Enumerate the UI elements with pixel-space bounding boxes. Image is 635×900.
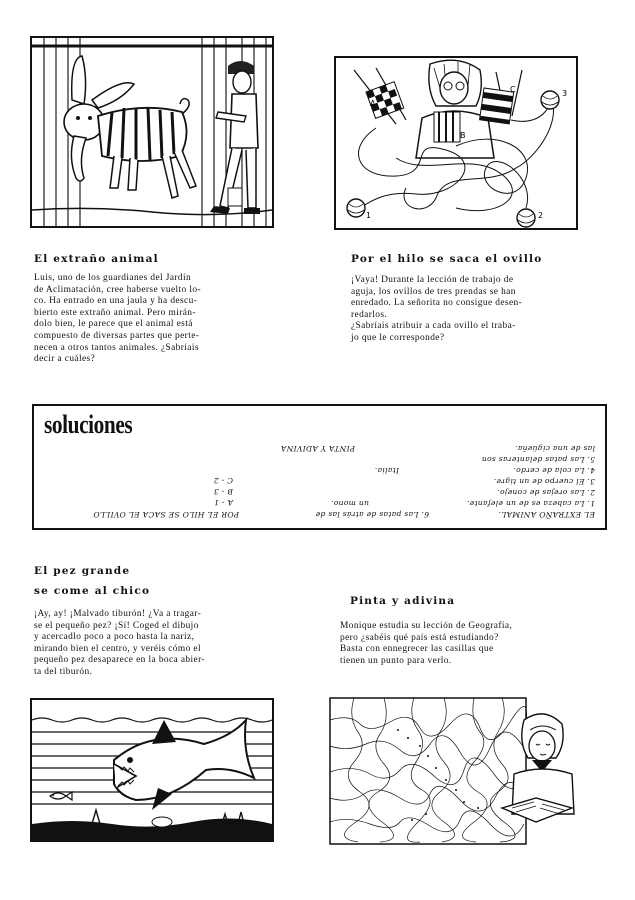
ovillo-line: enredado. La señorita no consigue desen-: [351, 298, 523, 309]
solutions-animal-item: 4. La cola de cerdo.: [513, 466, 595, 475]
pinta-line: pero ¿sabéis qué país está estudiando?: [340, 632, 499, 643]
solutions-animal-item: 1. La cabeza es de un elefante.: [466, 499, 595, 508]
solutions-ovillo-item: C - 2: [213, 476, 233, 485]
pez-line: mirando bien el centro, y veréis cómo el: [34, 643, 201, 654]
pinta-line: Monique estudia su lección de Geografía,: [340, 621, 513, 631]
solutions-animal: [467, 443, 595, 520]
animal-line: necen a otros tantos animales. ¿Sabríais: [34, 342, 199, 353]
shark-illustration: [30, 698, 274, 842]
label-c: C: [510, 85, 516, 94]
label-a: A: [370, 99, 376, 108]
animal-line: co. Ha entrado en una jaula y ha descu-: [34, 296, 198, 307]
animal-text: [34, 273, 274, 366]
dot-map-puzzle-drawing: [328, 690, 578, 850]
animal-line: de Aclimatación, cree haberse vuelto lo-: [34, 284, 201, 295]
animal-line: dolo bien, le parece que el animal está: [34, 319, 193, 330]
ovillo-title: Por el hilo se saca el ovillo: [351, 253, 543, 265]
solutions-ovillo-heading: POR EL HILO SE SACA EL OVILLO: [93, 510, 239, 519]
pinta-line: tienen un punto para verlo.: [340, 655, 452, 666]
label-b: B: [460, 131, 466, 140]
ovillo-line: aguja, los ovillos de tres prendas se han: [351, 286, 516, 297]
animal-line: decir a cuáles?: [34, 354, 96, 365]
label-3: 3: [562, 89, 568, 98]
animal-line: bierto este extraño animal. Pero mirán-: [34, 307, 196, 318]
pez-title-line2: se come al chico: [34, 585, 151, 597]
solutions-animal-six: [315, 498, 429, 520]
solutions-animal-item: 5. Las patas delanteras son: [481, 455, 595, 464]
solutions-inverted-text: [34, 406, 605, 528]
pez-line: y acercadlo poco a poco hasta la nariz,: [34, 632, 195, 643]
pinta-line: Basta con ennegrecer las casillas que: [340, 644, 494, 655]
solutions-ovillo-item: A - 1: [213, 498, 233, 507]
solutions-ovillo: [93, 509, 239, 520]
solutions-ovillo-item: B - 3: [213, 487, 233, 496]
ovillo-line: redarlos.: [351, 309, 388, 320]
knitting-illustration: [334, 56, 578, 230]
label-1: 1: [366, 211, 372, 220]
label-2: 2: [538, 211, 544, 220]
ovillo-line: ¿Sabríais atribuir a cada ovillo el traba-: [351, 321, 516, 332]
solutions-pinta-heading: PINTA Y ADIVINA: [280, 444, 355, 453]
pez-line: se el pequeño pez? ¡Sí! Coged el dibujo: [34, 620, 199, 631]
ovillo-line: ¡Vaya! Durante la lección de trabajo de: [351, 275, 514, 285]
solutions-pinta: [281, 443, 355, 454]
ovillo-text: [351, 275, 591, 345]
solutions-animal-heading: EL EXTRAÑO ANIMAL.: [498, 510, 595, 519]
pez-line: pequeño pez desaparece en la boca abier-: [34, 655, 205, 666]
pez-line: ¡Ay, ay! ¡Malvado tiburón! ¿Va a tragar-: [34, 609, 202, 619]
map-illustration: [328, 690, 578, 850]
pez-text: [34, 609, 274, 679]
animal-title: El extraño animal: [34, 253, 159, 265]
animal-line: Luis, uno de los guardianes del Jardín: [34, 273, 192, 283]
solutions-pinta-answer: Italia.: [374, 466, 399, 475]
shark-drawing: [32, 700, 272, 840]
solutions-animal-item: las de una cigüeña.: [514, 444, 595, 453]
animal-line: compuesto de diversas partes que perte-: [34, 330, 200, 341]
pez-title-line1: El pez grande: [34, 565, 131, 577]
pinta-text: [340, 621, 590, 667]
pez-line: ta del tiburón.: [34, 666, 93, 677]
solutions-animal-item: un mono.: [330, 499, 369, 508]
solutions-animal-item: 3. El cuerpo de un tigre.: [493, 477, 595, 486]
solutions-title: soluciones: [44, 410, 133, 439]
solutions-box: [32, 404, 607, 530]
tangled-yarn-drawing: [336, 58, 576, 228]
pinta-title: Pinta y adivina: [350, 595, 456, 607]
strange-animal-drawing: [32, 38, 272, 226]
solutions-animal-item: 6. Las patas de atrás las de: [315, 510, 429, 519]
solutions-ovillo-list: [213, 475, 233, 508]
solutions-italia: [375, 465, 399, 476]
solutions-animal-item: 2. Las orejas de conejo.: [497, 488, 595, 497]
ovillo-line: jo que le corresponde?: [351, 332, 445, 343]
animal-illustration: [30, 36, 274, 228]
